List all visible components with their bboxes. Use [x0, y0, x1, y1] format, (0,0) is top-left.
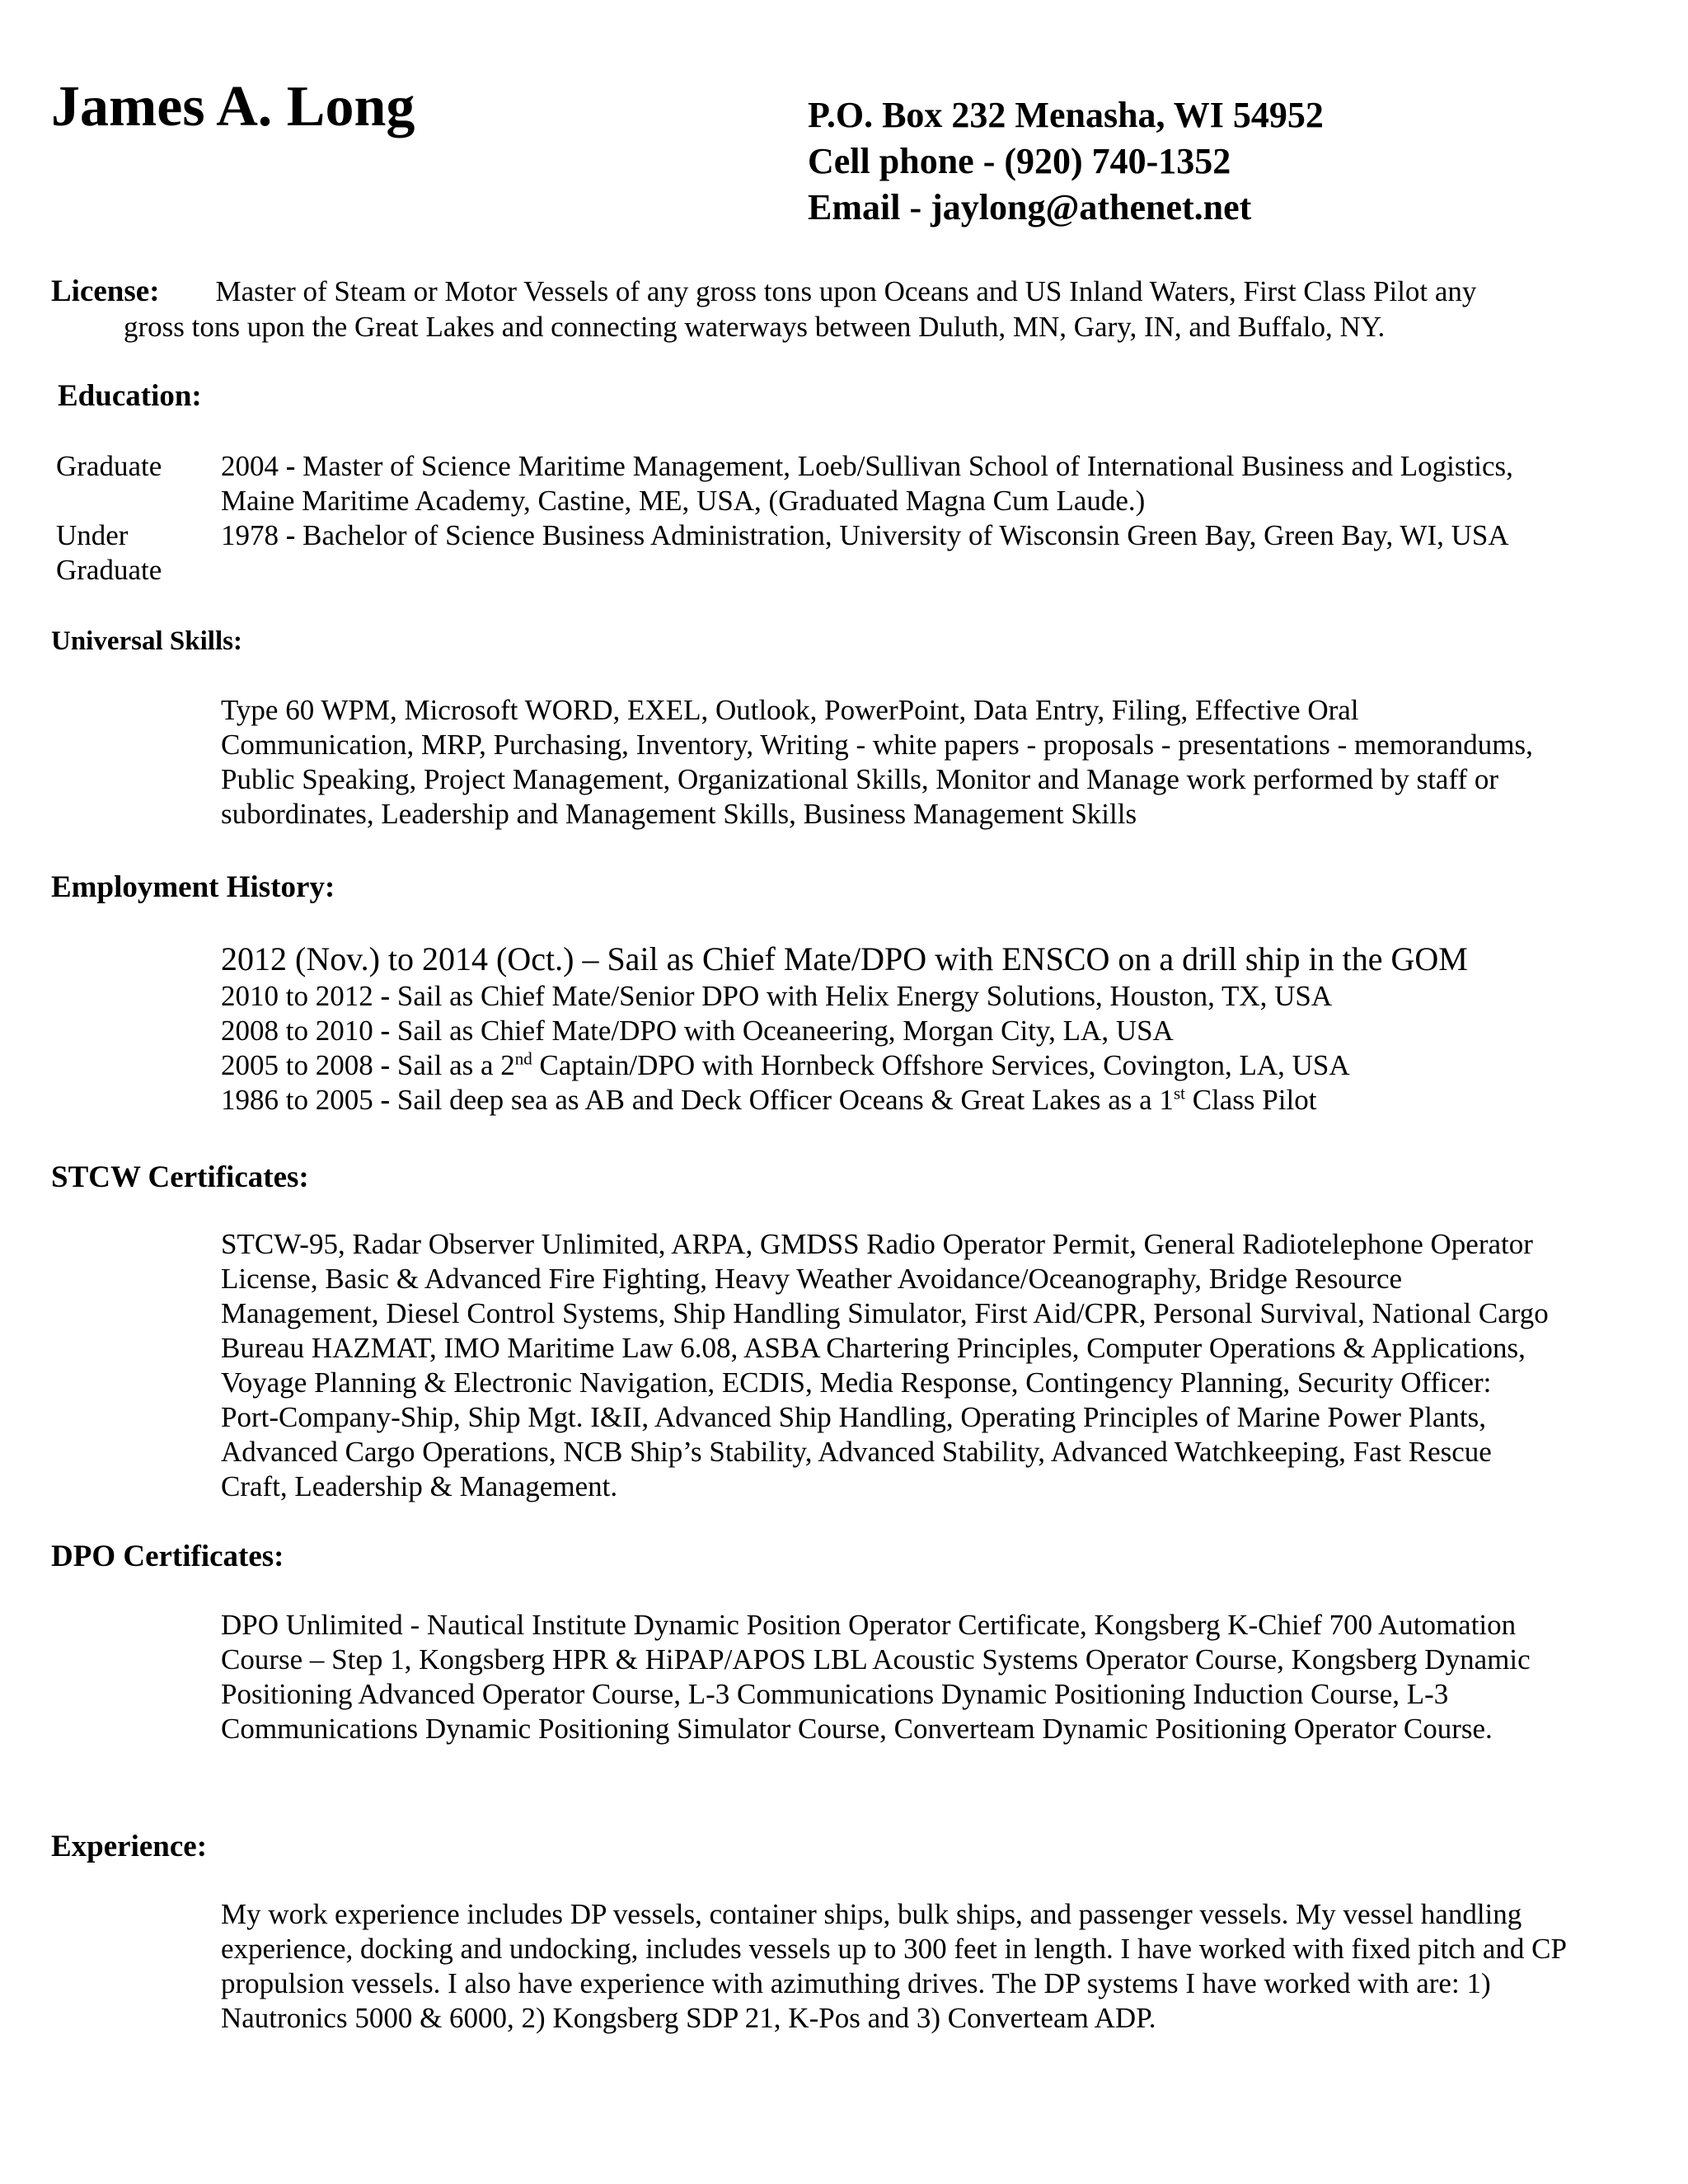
employment-heading: Employment History: [51, 870, 335, 904]
dpo-text: DPO Unlimited - Nautical Institute Dynamic Position Operator Certificate, Kongsberg K-Chief 700 Automation Course – Step 1, Kongsberg HPR & HiPAP/APOS LBL Acoustic Systems Operator Course, Kongsberg Dynamic Positioning Advanced Operator Course, L-3 Communications Dynamic Positioning Induction Course, L-3 Communications Dynamic Positioning Simulator Course, Converteam Dynamic Positioning Operator Course. [221, 1609, 1531, 1745]
license-text-line1: Master of Steam or Motor Vessels of any gross tons upon Oceans and US Inland Waters, First Class Pilot any [215, 275, 1477, 307]
education-section [56, 449, 1556, 588]
degree-description: Bachelor of Science Business Administration, University of Wisconsin Green Bay, Green Bay, WI, USA [302, 519, 1509, 551]
employment-entry: 2012 (Nov.) to 2014 (Oct.) – Sail as Chief Mate/DPO with ENSCO on a drill ship in the GOM [221, 940, 1468, 977]
skills-heading: Universal Skills: [51, 626, 242, 656]
email: Email - jaylong@athenet.net [808, 187, 1252, 227]
experience-text: My work experience includes DP vessels, container ships, bulk ships, and passenger vessels. My vessel handling experience, docking and undocking, includes vessels up to 300 feet in length. I have worked with fixed pitch and CP propulsion vessels. I also have experience with azimuthing drives. The DP systems I have worked with are: 1) Nautronics 5000 & 6000, 2) Kongsberg SDP 21, K-Pos and 3) Converteam ADP. [221, 1898, 1566, 2034]
employment-entry: 2010 to 2012 - Sail as Chief Mate/Senior DPO with Helix Energy Solutions, Houston, TX, USA [221, 980, 1333, 1012]
license-section [51, 274, 1559, 344]
experience-heading: Experience: [51, 1830, 208, 1863]
address: P.O. Box 232 Menasha, WI 54952 [808, 95, 1324, 135]
contact-block [808, 92, 1324, 231]
stcw-text: STCW-95, Radar Observer Unlimited, ARPA, GMDSS Radio Operator Permit, General Radiotelephone Operator License, Basic & Advanced Fire Fighting, Heavy Weather Avoidance/Oceanography, Bridge Resource Management, Diesel Control Systems, Ship Handling Simulator, First Aid/CPR, Personal Survival, National Cargo Bureau HAZMAT, IMO Maritime Law 6.08, ASBA Chartering Principles, Computer Operations & Applications, Voyage Planning & Electronic Navigation, ECDIS, Media Response, Contingency Planning, Security Officer: Port-Company-Ship, Ship Mgt. I&II, Advanced Ship Handling, Operating Principles of Marine Power Plants, Advanced Cargo Operations, NCB Ship’s Stability, Advanced Stability, Advanced Watchkeeping, Fast Rescue Craft, Leadership & Management. [221, 1228, 1549, 1502]
dpo-heading: DPO Certificates: [51, 1540, 284, 1573]
employment-entry: 1986 to 2005 - Sail deep sea as AB and Deck Officer Oceans & Great Lakes as a 1st Class Pilot [221, 1083, 1317, 1116]
education-heading: Education: [58, 379, 202, 413]
license-text-line2: gross tons upon the Great Lakes and connecting waterways between Duluth, MN, Gary, IN, and Buffalo, NY. [124, 311, 1386, 343]
education-undergraduate-row: Under Graduate 1978 - Bachelor of Science Business Administration, University of Wisconsin Green Bay, Green Bay, WI, USA [56, 519, 1509, 586]
degree-description: Master of Science Maritime Management, Loeb/Sullivan School of International Business and Logistics, Maine Maritime Academy, Castine, ME, USA, (Graduated Magna Cum Laude.) [221, 450, 1513, 517]
degree-year: 1978 [221, 519, 279, 551]
stcw-heading: STCW Certificates: [51, 1160, 309, 1194]
skills-text: Type 60 WPM, Microsoft WORD, EXEL, Outlook, PowerPoint, Data Entry, Filing, Effective Oral Communication, MRP, Purchasing, Inventory, Writing - white papers - proposals - presentations - memorandums, Public Speaking, Project Management, Organizational Skills, Monitor and Manage work performed by staff or subordinates, Leadership and Management Skills, Business Management Skills [221, 694, 1533, 830]
phone: Cell phone - (920) 740-1352 [808, 141, 1231, 181]
education-graduate-row: Graduate 2004 - Master of Science Maritime Management, Loeb/Sullivan School of International Business and Logistics, Maine Maritime Academy, Castine, ME, USA, (Graduated Magna Cum Laude.) [56, 450, 1513, 517]
education-level-label: Graduate [56, 450, 162, 482]
employment-section [221, 940, 1573, 1118]
employment-entry: 2008 to 2010 - Sail as Chief Mate/DPO with Oceaneering, Morgan City, LA, USA [221, 1015, 1174, 1047]
applicant-name: James A. Long [51, 75, 415, 138]
education-level-label: Under Graduate [56, 519, 162, 586]
degree-year: 2004 [221, 450, 279, 482]
license-label: License: [51, 274, 160, 308]
employment-entry: 2005 to 2008 - Sail as a 2nd Captain/DPO with Hornbeck Offshore Services, Covington, LA, USA [221, 1048, 1350, 1081]
